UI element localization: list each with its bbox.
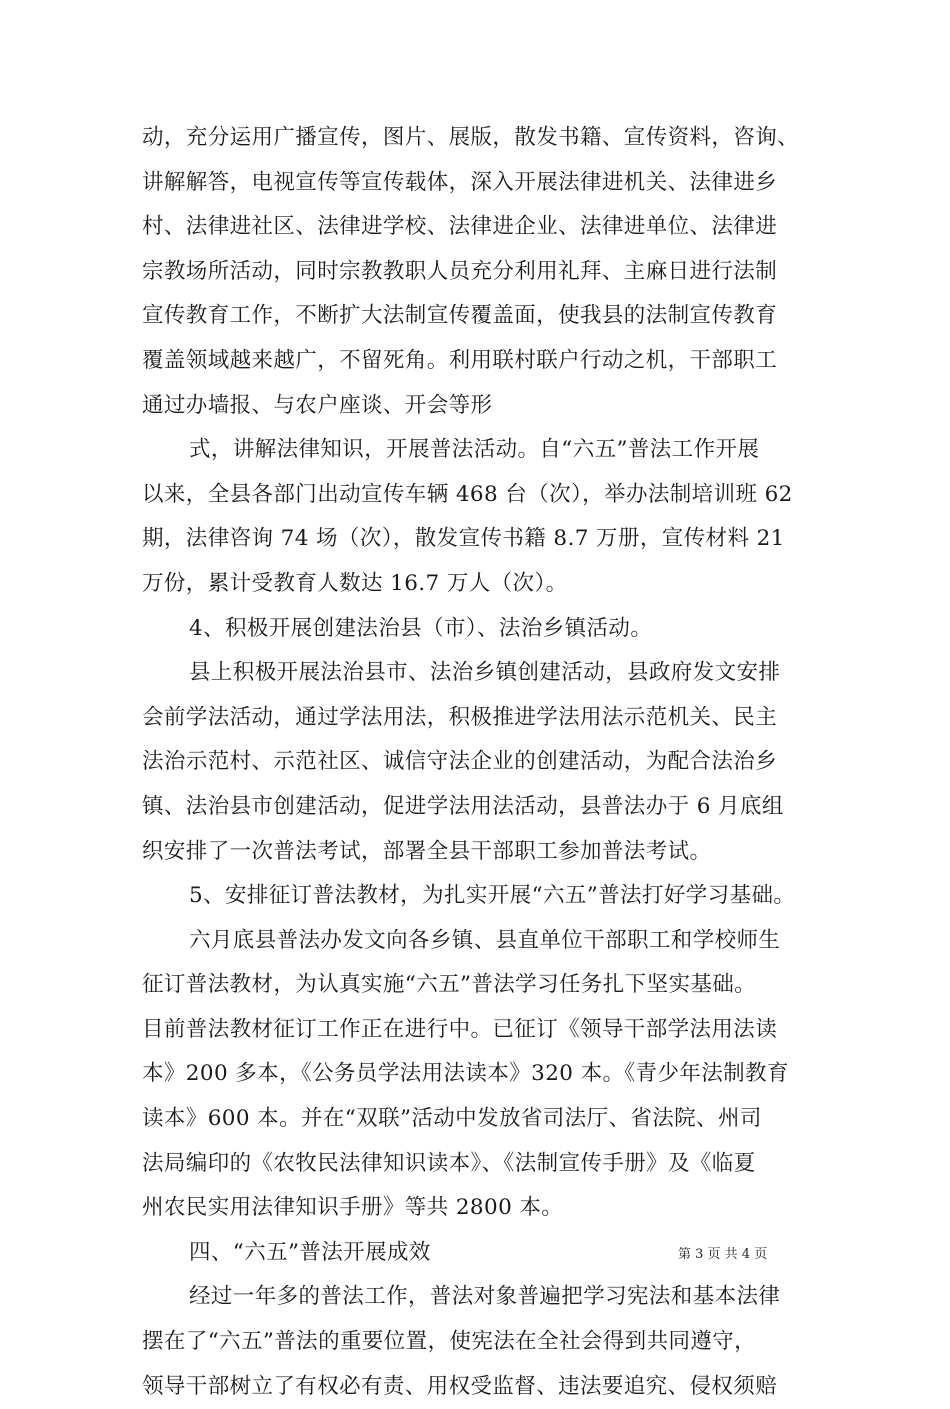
text-line: 村、法律进社区、法律进学校、法律进企业、法律进单位、法律进 [142,214,778,240]
text-line: 法局编印的《农牧民法律知识读本》、《法制宣传手册》及《临夏 [142,1150,756,1176]
text-line: 本》200 多本，《公务员学法用法读本》320 本。《青少年法制教育 [142,1061,789,1087]
text-line: 摆在了“六五”普法的重要位置，使宪法在全社会得到共同遵守， [142,1329,757,1355]
text-line: 读本》600 本。并在“双联”活动中发放省司法厅、省法院、州司 [142,1106,762,1132]
text-line: 目前普法教材征订工作正在进行中。已征订《领导干部学法用法读 [142,1016,778,1042]
page-number: 第 3 页 共 4 页 [678,1247,768,1262]
text-line: 讲解解答，电视宣传等宣传载体，深入开展法律进机关、法律进乡 [142,169,778,195]
text-line: 以来，全县各部门出动宣传车辆 468 台（次），举办法制培训班 62 [142,481,793,507]
text-line: 通过办墙报、与农户座谈、开会等形 [142,392,493,418]
text-line: 会前学法活动，通过学法用法，积极推进学法用法示范机关、民主 [142,704,778,730]
text-line: 经过一年多的普法工作，普法对象普遍把学习宪法和基本法律 [189,1284,781,1310]
document-body [142,116,812,1409]
text-line: 州农民实用法律知识手册》等共 2800 本。 [142,1195,564,1221]
text-line: 法治示范村、示范社区、诚信守法企业的创建活动，为配合法治乡 [142,749,778,775]
text-line: 织安排了一次普法考试，部署全县干部职工参加普法考试。 [142,838,712,864]
text-line: 领导干部树立了有权必有责、用权受监督、违法要追究、侵权须赔 [142,1373,778,1399]
text-line: 宗教场所活动，同时宗教教职人员充分利用礼拜、主麻日进行法制 [142,258,778,284]
text-line: 5、安排征订普法教材，为扎实开展“六五”普法打好学习基础。 [189,883,796,909]
text-line: 覆盖领域越来越广，不留死角。利用联村联户行动之机，干部职工 [142,347,778,373]
text-line: 万份，累计受教育人数达 16.7 万人（次）。 [142,570,568,596]
text-line: 期，法律咨询 74 场（次），散发宣传书籍 8.7 万册，宣传材料 21 [142,526,785,552]
text-line: 镇、法治县市创建活动，促进学法用法活动，县普法办于 6 月底组 [142,793,784,819]
text-line: 四、“六五”普法开展成效 [189,1239,431,1265]
text-line: 六月底县普法办发文向各乡镇、县直单位干部职工和学校师生 [189,927,781,953]
text-line: 县上积极开展法治县市、法治乡镇创建活动，县政府发文安排 [189,660,781,686]
text-line: 4、积极开展创建法治县（市）、法治乡镇活动。 [189,615,653,641]
text-line: 式，讲解法律知识，开展普法活动。自“六五”普法工作开展 [189,437,760,463]
text-line: 征订普法教材，为认真实施“六五”普法学习任务扎下坚实基础。 [142,972,757,998]
text-line: 动，充分运用广播宣传，图片、展版，散发书籍、宣传资料，咨询、 [142,125,800,150]
text-line: 宣传教育工作，不断扩大法制宣传覆盖面，使我县的法制宣传教育 [142,303,778,329]
